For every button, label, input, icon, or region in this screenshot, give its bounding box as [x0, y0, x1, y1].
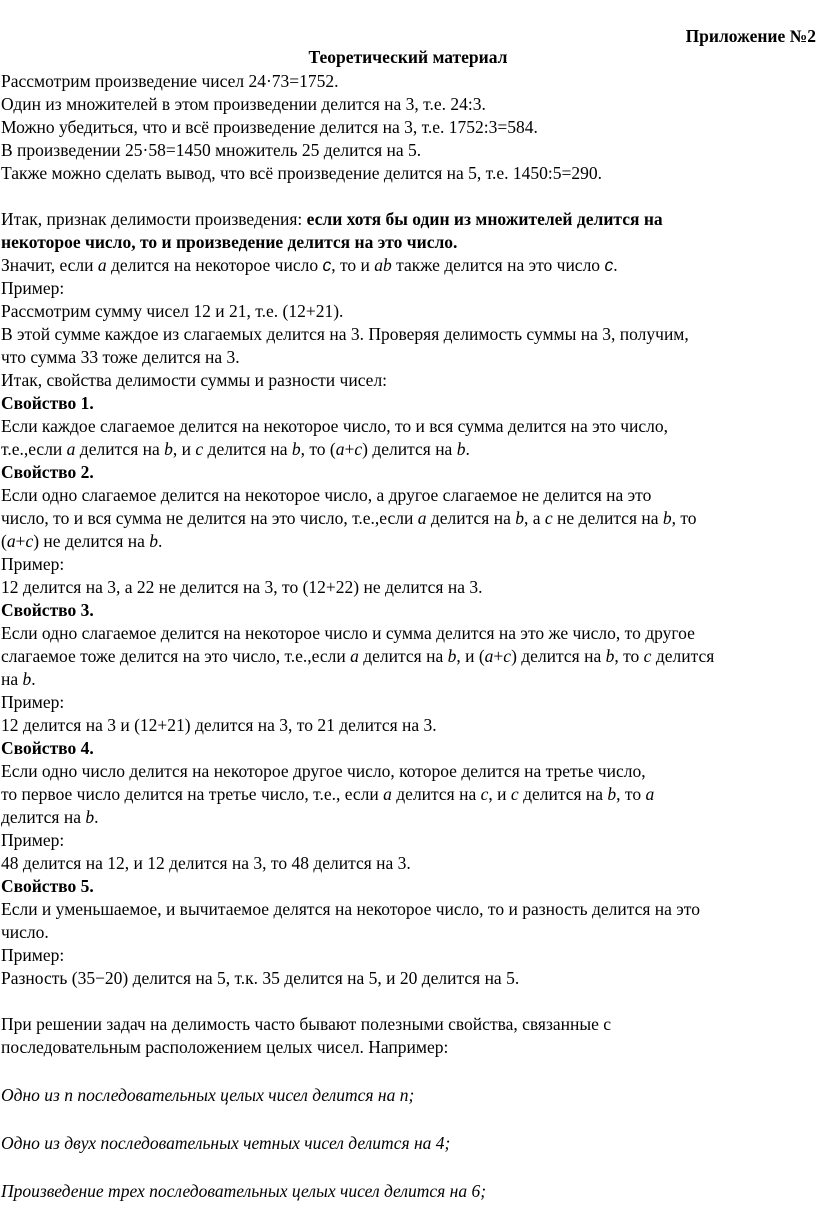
property-1-line-1: Если каждое слагаемое делится на некоторое число, то и вся сумма делится на это число,	[1, 416, 669, 436]
example-line-3: что сумма 33 тоже делится на 3.	[1, 347, 240, 367]
intro-line-4: В произведении 25·58=1450 множитель 25 делится на 5.	[1, 140, 422, 160]
page-title: Теоретический материал	[308, 47, 508, 67]
product-rule-line-1: Итак, признак делимости произведения: если хотя бы один из множителей делится на	[1, 209, 663, 229]
property-1-line-2: т.е.,если a делится на b, и c делится на b, то (a+c) делится на b.	[1, 439, 470, 459]
consecutive-fact-1: Одно из n последовательных целых чисел делится на n;	[1, 1085, 415, 1105]
appendix-label: Приложение №2	[685, 26, 816, 46]
property-4-title: Свойство 4.	[1, 738, 94, 758]
consecutive-fact-2: Одно из двух последовательных четных чисел делится на 4;	[1, 1133, 451, 1153]
example-label: Пример:	[1, 554, 65, 574]
property-4-line-2: то первое число делится на третье число, т.е., если a делится на c, и c делится на b, то a	[1, 784, 655, 804]
property-3-line-2: слагаемое тоже делится на это число, т.е.,если a делится на b, и (a+c) делится на b, то c делится	[1, 646, 715, 666]
property-5-line-1: Если и уменьшаемое, и вычитаемое делятся на некоторое число, то и разность делится на это	[1, 899, 700, 919]
document-body	[1, 70, 816, 1203]
property-2-title: Свойство 2.	[1, 462, 94, 482]
product-rule-consequence: Значит, если a делится на некоторое число c, то и ab также делится на это число c.	[1, 255, 618, 275]
properties-summary: Итак, свойства делимости суммы и разности чисел:	[1, 370, 388, 390]
intro-line-2: Один из множителей в этом произведении делится на 3, т.е. 24:3.	[1, 94, 486, 114]
example-label: Пример:	[1, 278, 65, 298]
example-label: Пример:	[1, 692, 65, 712]
property-3-line-1: Если одно слагаемое делится на некоторое число и сумма делится на это же число, то другое	[1, 623, 695, 643]
example-line-1: Рассмотрим сумму чисел 12 и 21, т.е. (12+21).	[1, 301, 344, 321]
property-3-line-3: на b.	[1, 669, 36, 689]
example-label: Пример:	[1, 830, 65, 850]
intro-line-3: Можно убедиться, что и всё произведение делится на 3, т.е. 1752:3=584.	[1, 117, 538, 137]
product-rule-bold: если хотя бы один из множителей делится на	[306, 209, 663, 229]
property-5-example: Разность (35−20) делится на 5, т.к. 35 делится на 5, и 20 делится на 5.	[1, 968, 520, 988]
property-5-title: Свойство 5.	[1, 876, 94, 896]
property-2-line-1: Если одно слагаемое делится на некоторое число, а другое слагаемое не делится на это	[1, 485, 652, 505]
example-label: Пример:	[1, 945, 65, 965]
property-3-title: Свойство 3.	[1, 600, 94, 620]
property-4-example: 48 делится на 12, и 12 делится на 3, то 48 делится на 3.	[1, 853, 411, 873]
property-3-example: 12 делится на 3 и (12+21) делится на 3, то 21 делится на 3.	[1, 715, 437, 735]
property-2-line-3: (a+c) не делится на b.	[1, 531, 163, 551]
property-2-line-2: число, то и вся сумма не делится на это число, т.е.,если a делится на b, а c не делится на b, то	[1, 508, 697, 528]
property-5-line-2: число.	[1, 922, 49, 942]
property-4-line-3: делится на b.	[1, 807, 99, 827]
consecutive-intro-line-2: последовательным расположением целых чисел. Например:	[1, 1037, 449, 1057]
property-1-title: Свойство 1.	[1, 393, 94, 413]
property-2-example: 12 делится на 3, а 22 не делится на 3, то (12+22) не делится на 3.	[1, 577, 483, 597]
product-rule-line-2: некоторое число, то и произведение делится на это число.	[1, 232, 458, 252]
intro-line-5: Также можно сделать вывод, что всё произведение делится на 5, т.е. 1450:5=290.	[1, 163, 603, 183]
example-line-2: В этой сумме каждое из слагаемых делится на 3. Проверяя делимость суммы на 3, получим,	[1, 324, 689, 344]
intro-line-1: Рассмотрим произведение чисел 24·73=1752.	[1, 71, 339, 91]
property-4-line-1: Если одно число делится на некоторое другое число, которое делится на третье число,	[1, 761, 646, 781]
consecutive-intro-line-1: При решении задач на делимость часто бывают полезными свойства, связанные с	[1, 1014, 612, 1034]
consecutive-fact-3: Произведение трех последовательных целых чисел делится на 6;	[1, 1181, 487, 1201]
